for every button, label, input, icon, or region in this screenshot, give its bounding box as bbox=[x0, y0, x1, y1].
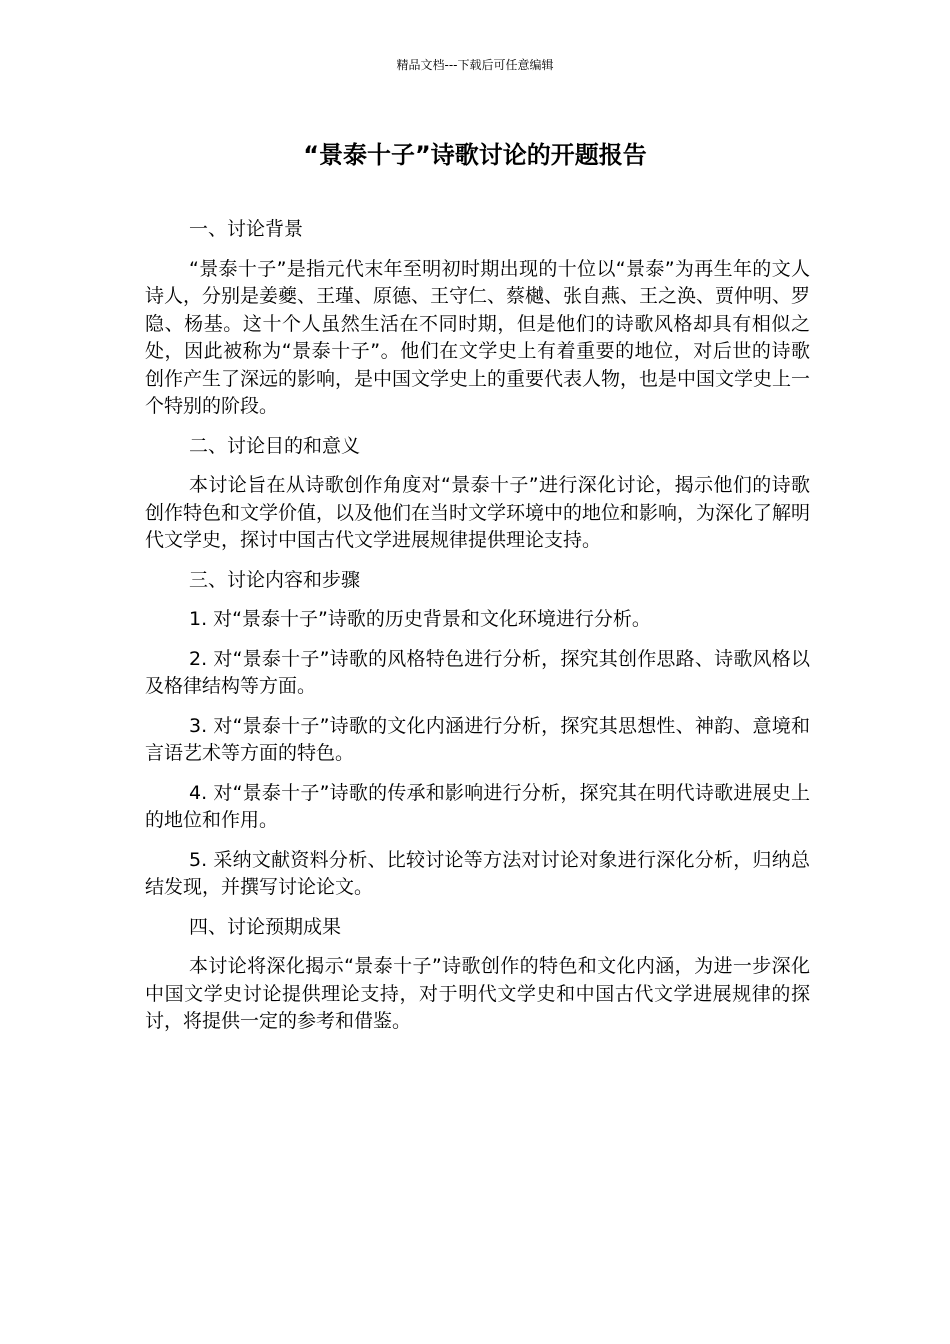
step-item-4: 4. 对“景泰十子”诗歌的传承和影响进行分析，探究其在明代诗歌进展史上的地位和作用。 bbox=[145, 781, 810, 831]
page-header: 精品文档---下载后可任意编辑 bbox=[396, 58, 554, 72]
page-title: “景泰十子”诗歌讨论的开题报告 bbox=[303, 141, 647, 169]
step-item-2: 2. 对“景泰十子”诗歌的风格特色进行分析，探究其创作思路、诗歌风格以及格律结构等方面。 bbox=[145, 647, 810, 697]
purpose-paragraph: 本讨论旨在从诗歌创作角度对“景泰十子”进行深化讨论，揭示他们的诗歌创作特色和文学价值，以及他们在当时文学环境中的地位和影响，为深化了解明代文学史，探讨中国古代文学进展规律提供理论支持。 bbox=[145, 474, 811, 551]
section-heading-background: 一、讨论背景 bbox=[189, 218, 304, 240]
step-item-5: 5. 采纳文献资料分析、比较讨论等方法对讨论对象进行深化分析，归纳总结发现，并撰写讨论论文。 bbox=[145, 848, 810, 898]
step-item-1: 1. 对“景泰十子”诗歌的历史背景和文化环境进行分析。 bbox=[189, 608, 651, 630]
section-heading-purpose: 二、讨论目的和意义 bbox=[189, 434, 361, 457]
expected-results-paragraph: 本讨论将深化揭示“景泰十子”诗歌创作的特色和文化内涵，为进一步深化中国文学史讨论提供理论支持，对于明代文学史和中国古代文学进展规律的探讨，将提供一定的参考和借鉴。 bbox=[145, 955, 810, 1032]
background-paragraph: “景泰十子”是指元代末年至明初时期出现的十位以“景泰”为再生年的文人诗人，分别是姜夔、王瑾、原德、王守仁、蔡樾、张自燕、王之涣、贾仲明、罗隐、杨基。这十个人虽然生活在不同时期，但是他们的诗歌风格却具有相似之处，因此被称为“景泰十子”。他们在文学史上有着重要的地位，对后世的诗歌创作产生了深远的影响，是中国文学史上的重要代表人物，也是中国文学史上一个特别的阶段。 bbox=[145, 257, 811, 417]
step-item-3: 3. 对“景泰十子”诗歌的文化内涵进行分析，探究其思想性、神韵、意境和言语艺术等方面的特色。 bbox=[145, 714, 810, 764]
section-heading-content-steps: 三、讨论内容和步骤 bbox=[189, 568, 361, 591]
section-heading-expected-results: 四、讨论预期成果 bbox=[189, 915, 342, 938]
document-body bbox=[145, 216, 810, 1048]
